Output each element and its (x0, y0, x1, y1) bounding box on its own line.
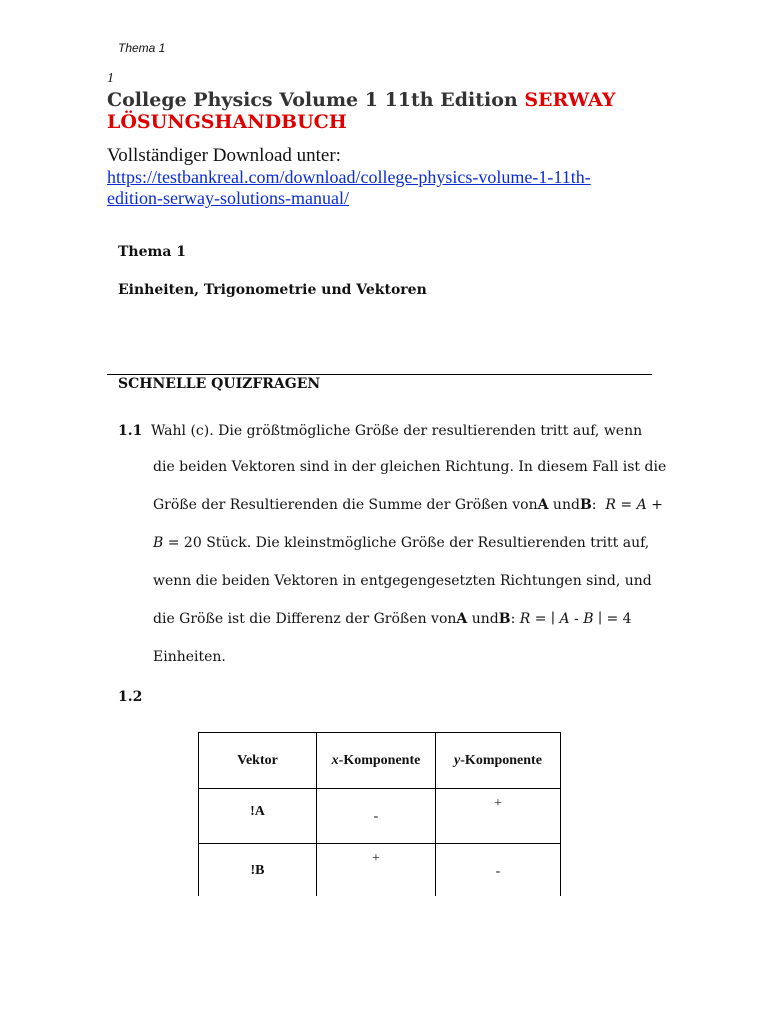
cell-y (436, 789, 561, 844)
document-title-line2: LÖSUNGSHANDBUCH (107, 111, 347, 133)
document-title (107, 89, 615, 111)
answer-text: = 20 Stück. Die kleinstmögliche Größe der Resultierenden tritt auf, (163, 535, 650, 551)
header-x-label: -Komponente (338, 752, 421, 768)
x-sign: + (372, 851, 380, 866)
header-y-var: y (454, 752, 461, 768)
download-label: Vollständiger Download unter: (107, 145, 341, 166)
header-x-component (317, 733, 436, 789)
cell-x (317, 789, 436, 844)
title-main: College Physics Volume 1 11th Edition (107, 89, 525, 111)
variable-a: A (559, 611, 570, 627)
vector-label: !A (250, 804, 265, 819)
answer-text: und (548, 497, 580, 513)
table-row (199, 789, 561, 844)
variable-b: B (153, 535, 164, 551)
table-header-row (199, 733, 561, 789)
answer-text: - (569, 611, 584, 627)
x-sign: - (373, 809, 379, 824)
download-link[interactable]: https://testbankreal.com/download/college-physics-volume-1-11th- (107, 167, 591, 187)
cell-y (436, 844, 561, 897)
answer-text-line (153, 611, 632, 627)
answer-text: : (510, 611, 520, 627)
answer-text: + (646, 497, 663, 513)
answer-number: 1.2 (118, 689, 143, 705)
variable-b: B (583, 611, 594, 627)
answer-text: und (467, 611, 499, 627)
header-y-component (436, 733, 561, 789)
answer-number: 1.1 (118, 423, 143, 439)
answer-text: ∣ = 4 (593, 611, 632, 627)
answer-text: Größe der Resultierenden die Summe der Größen von (153, 497, 538, 513)
cell-vector (199, 789, 317, 844)
answer-text: : (591, 497, 606, 513)
header-vector-label: Vektor (237, 752, 278, 768)
vector-a: A (456, 611, 468, 627)
y-sign: - (495, 864, 501, 879)
header-x-var: x (331, 752, 339, 768)
vector-component-table (198, 732, 561, 896)
vector-label: !B (250, 863, 265, 878)
cell-vector (199, 844, 317, 897)
chapter-title: Thema 1 (118, 244, 187, 260)
answer-text-line: Wahl (c). Die größtmögliche Größe der resultierenden tritt auf, wenn (151, 423, 643, 439)
table-row (199, 844, 561, 897)
running-header: Thema 1 (118, 41, 166, 55)
answer-text: die Größe ist die Differenz der Größen von (153, 611, 457, 627)
vector-b: B (579, 497, 592, 513)
answer-text-line: die beiden Vektoren sind in der gleichen Richtung. In diesem Fall ist die (153, 459, 667, 475)
download-link-continued[interactable]: edition-serway-solutions-manual/ (107, 188, 349, 208)
section-heading: SCHNELLE QUIZFRAGEN (118, 376, 321, 392)
answer-text-line: wenn die beiden Vektoren in entgegengesetzten Richtungen sind, und (153, 573, 652, 589)
title-author: SERWAY (524, 89, 616, 111)
chapter-subtitle: Einheiten, Trigonometrie und Vektoren (118, 282, 427, 298)
answer-text: = ∣ (530, 611, 560, 627)
vector-a: A (537, 497, 549, 513)
y-sign: + (494, 796, 502, 811)
cell-x (317, 844, 436, 897)
answer-text-line (153, 535, 649, 551)
variable-a: A (636, 497, 647, 513)
answer-text-line: Einheiten. (153, 649, 226, 665)
answer-text: = (615, 497, 637, 513)
header-y-label: -Komponente (460, 752, 542, 768)
answer-text-line (153, 497, 663, 513)
header-vector (199, 733, 317, 789)
variable-r: R (519, 611, 531, 627)
page-number: 1 (107, 71, 114, 86)
vector-b: B (498, 611, 511, 627)
section-divider (107, 374, 652, 375)
variable-r: R (605, 497, 616, 513)
